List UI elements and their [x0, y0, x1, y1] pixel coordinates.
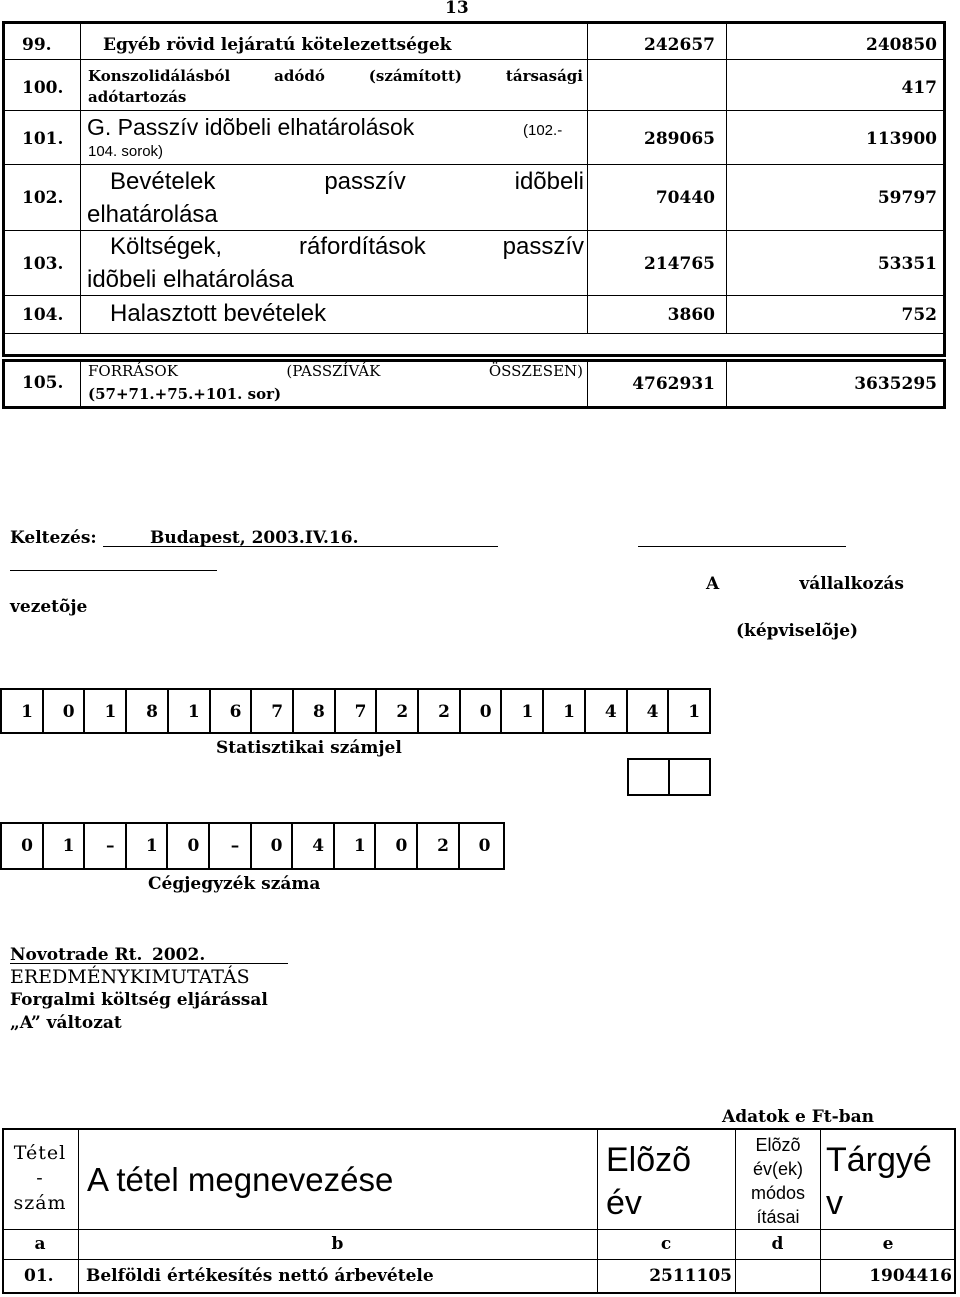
stat-code-digit: 1: [563, 702, 576, 722]
stat-code-digit: 7: [354, 702, 367, 722]
row-name-line1: FORRÁSOK (PASSZÍVÁK ÖSSZESEN): [88, 362, 583, 380]
row-curr-value: 53351: [877, 254, 937, 274]
row-curr-value: 417: [901, 78, 937, 98]
signature-line-right: [638, 546, 846, 547]
stat-code-digit: 1: [104, 702, 117, 722]
header-text: év(ek): [752, 1159, 803, 1179]
signature-line-left: [10, 570, 217, 571]
row-prev-value: 289065: [644, 129, 715, 149]
reg-number-digit: 2: [437, 836, 449, 856]
stat-code-label: Statisztikai számjel: [216, 738, 402, 758]
stat-code-separator: [42, 688, 44, 734]
signature-left-label: vezetõje: [10, 597, 88, 617]
row-prev-value: 70440: [655, 188, 715, 208]
row-number: 99.: [22, 35, 52, 55]
reg-number-digit: 1: [62, 836, 75, 856]
header-text: szám: [13, 1192, 67, 1214]
stat-code-digit: 6: [229, 702, 242, 722]
stat-code-digit: 4: [646, 702, 659, 722]
header-text: Elõzõ: [606, 1141, 692, 1179]
col-header-curr: [826, 1139, 932, 1225]
stat-code-separator: [83, 688, 85, 734]
stat-code-digit: 0: [62, 702, 75, 722]
row-number: 105.: [22, 373, 64, 393]
col-letter: a: [34, 1234, 46, 1254]
row-curr-value: 3635295: [854, 374, 937, 394]
col-header-prev: [606, 1139, 691, 1225]
date-value: Budapest, 2003.IV.16.: [150, 528, 359, 548]
stat-code-separator: [626, 688, 628, 734]
reg-number-digit: –: [105, 836, 115, 856]
stat-code-digit: 2: [396, 702, 409, 722]
row-number: 01.: [24, 1266, 54, 1286]
reg-number-separator: [166, 822, 168, 870]
reg-number-separator: [416, 822, 418, 870]
report-variant: „A” változat: [10, 1013, 122, 1033]
stat-code-separator: [584, 688, 586, 734]
stat-code-digit: 8: [146, 702, 159, 722]
stat-code-separator: [459, 688, 461, 734]
reg-number-digit: 0: [270, 836, 283, 856]
stat-code-separator: [334, 688, 336, 734]
stat-code-separator: [417, 688, 419, 734]
reg-number-digit: 1: [145, 836, 158, 856]
row-name: Egyéb rövid lejáratú kötelezettségek: [103, 35, 452, 55]
stat-code-separator: [667, 688, 669, 734]
stat-code-digit: 1: [21, 702, 33, 722]
header-text: Tétel: [13, 1142, 67, 1164]
row-name-small: 104. sorok): [88, 143, 164, 160]
reg-number-separator: [83, 822, 85, 870]
stat-code-separator: [209, 688, 211, 734]
row-name: Belföldi értékesítés nettó árbevétele: [86, 1266, 434, 1286]
row-curr-value: 113900: [866, 129, 937, 149]
header-text: Tárgyé: [826, 1141, 932, 1179]
company-name: Novotrade Rt.: [10, 945, 143, 965]
row-name-line1: Költségek, ráfordítások passzív: [110, 233, 584, 260]
reg-number-digit: 0: [478, 836, 491, 856]
reg-number-separator: [125, 822, 127, 870]
stat-code-digit: 7: [271, 702, 284, 722]
row-prev-value: 214765: [644, 254, 715, 274]
reg-number-separator: [208, 822, 210, 870]
row-prev-value: 4762931: [632, 374, 715, 394]
row-number: 102.: [22, 188, 64, 208]
report-title: EREDMÉNYKIMUTATÁS: [10, 966, 250, 988]
row-name-line2: adótartozás: [88, 88, 187, 106]
reg-number-separator: [291, 822, 293, 870]
row-prev-value: 242657: [644, 35, 715, 55]
row-number: 100.: [22, 78, 64, 98]
stat-code-separator: [292, 688, 294, 734]
stat-code-separator: [542, 688, 544, 734]
row-curr-value: 240850: [866, 35, 937, 55]
stat-code-digit: 1: [688, 702, 701, 722]
row-curr-value: 59797: [877, 188, 937, 208]
header-text: év: [606, 1184, 642, 1222]
row-name: Halasztott bevételek: [110, 300, 327, 327]
row-name-line2: (57+71.+75.+101. sor): [88, 385, 282, 403]
col-header-item-no: [2, 1141, 78, 1216]
stat-code-digit: 4: [604, 702, 617, 722]
reg-number-digit: –: [230, 836, 240, 856]
signature-right-label: A vállalkozás: [706, 574, 904, 594]
row-curr-value: 752: [901, 305, 937, 325]
reg-number-separator: [458, 822, 460, 870]
stat-code-separator: [500, 688, 502, 734]
header-text: ításai: [756, 1207, 800, 1227]
reg-number-separator: [374, 822, 376, 870]
row-number: 101.: [22, 129, 64, 149]
row-name-line2: elhatárolása: [87, 201, 218, 228]
date-underline: [103, 546, 498, 547]
stat-code-digit: 1: [187, 702, 200, 722]
units-note: Adatok e Ft-ban: [722, 1107, 874, 1127]
row-name-small: (102.-: [523, 122, 563, 139]
stat-code-digit: 0: [479, 702, 492, 722]
signature-right-label: (képviselõje): [736, 621, 859, 641]
header-text: Elõzõ: [755, 1135, 801, 1155]
stat-code-separator: [250, 688, 252, 734]
report-year: 2002.: [152, 945, 206, 965]
date-label: Keltezés:: [10, 528, 97, 548]
col-letter: b: [331, 1234, 344, 1254]
stat-code-digit: 1: [521, 702, 534, 722]
row-name-main: G. Passzív idõbeli elhatárolások: [87, 114, 415, 140]
col-letter: c: [660, 1234, 672, 1254]
reg-number-digit: 1: [353, 836, 366, 856]
reg-number-digit: 0: [395, 836, 408, 856]
row-number: 103.: [22, 254, 64, 274]
row-name-line2: idõbeli elhatárolása: [87, 266, 294, 293]
col-header-name: A tétel megnevezése: [87, 1161, 394, 1198]
reg-number-digit: 0: [187, 836, 200, 856]
col-letter: d: [771, 1234, 784, 1254]
row-number: 104.: [22, 305, 64, 325]
row-name-line1: Konszolidálásból adódó (számított) társasági: [88, 67, 583, 85]
row-prev-value: 3860: [667, 305, 715, 325]
stat-code-digit: 2: [438, 702, 450, 722]
reg-number-digit: 0: [21, 836, 33, 856]
stat-code-digit: 8: [312, 702, 325, 722]
header-text: -: [36, 1167, 44, 1189]
reg-number-separator: [42, 822, 44, 870]
row-curr-value: 1904416: [869, 1266, 952, 1286]
col-header-mod: [736, 1133, 820, 1229]
page-number: 13: [445, 0, 469, 18]
stat-code-separator: [125, 688, 127, 734]
row-name-line1: Bevételek passzív idõbeli: [110, 168, 584, 195]
stat-code-separator: [167, 688, 169, 734]
report-subtitle: Forgalmi költség eljárással: [10, 990, 268, 1010]
reg-number-separator: [250, 822, 252, 870]
reg-number-separator: [333, 822, 335, 870]
reg-number-digit: 4: [312, 836, 325, 856]
col-letter: e: [882, 1234, 894, 1254]
reg-number-label: Cégjegyzék száma: [148, 874, 321, 894]
stat-code-separator: [375, 688, 377, 734]
header-text: módos: [750, 1183, 806, 1203]
row-prev-value: 2511105: [649, 1266, 732, 1286]
header-text: v: [826, 1184, 843, 1222]
